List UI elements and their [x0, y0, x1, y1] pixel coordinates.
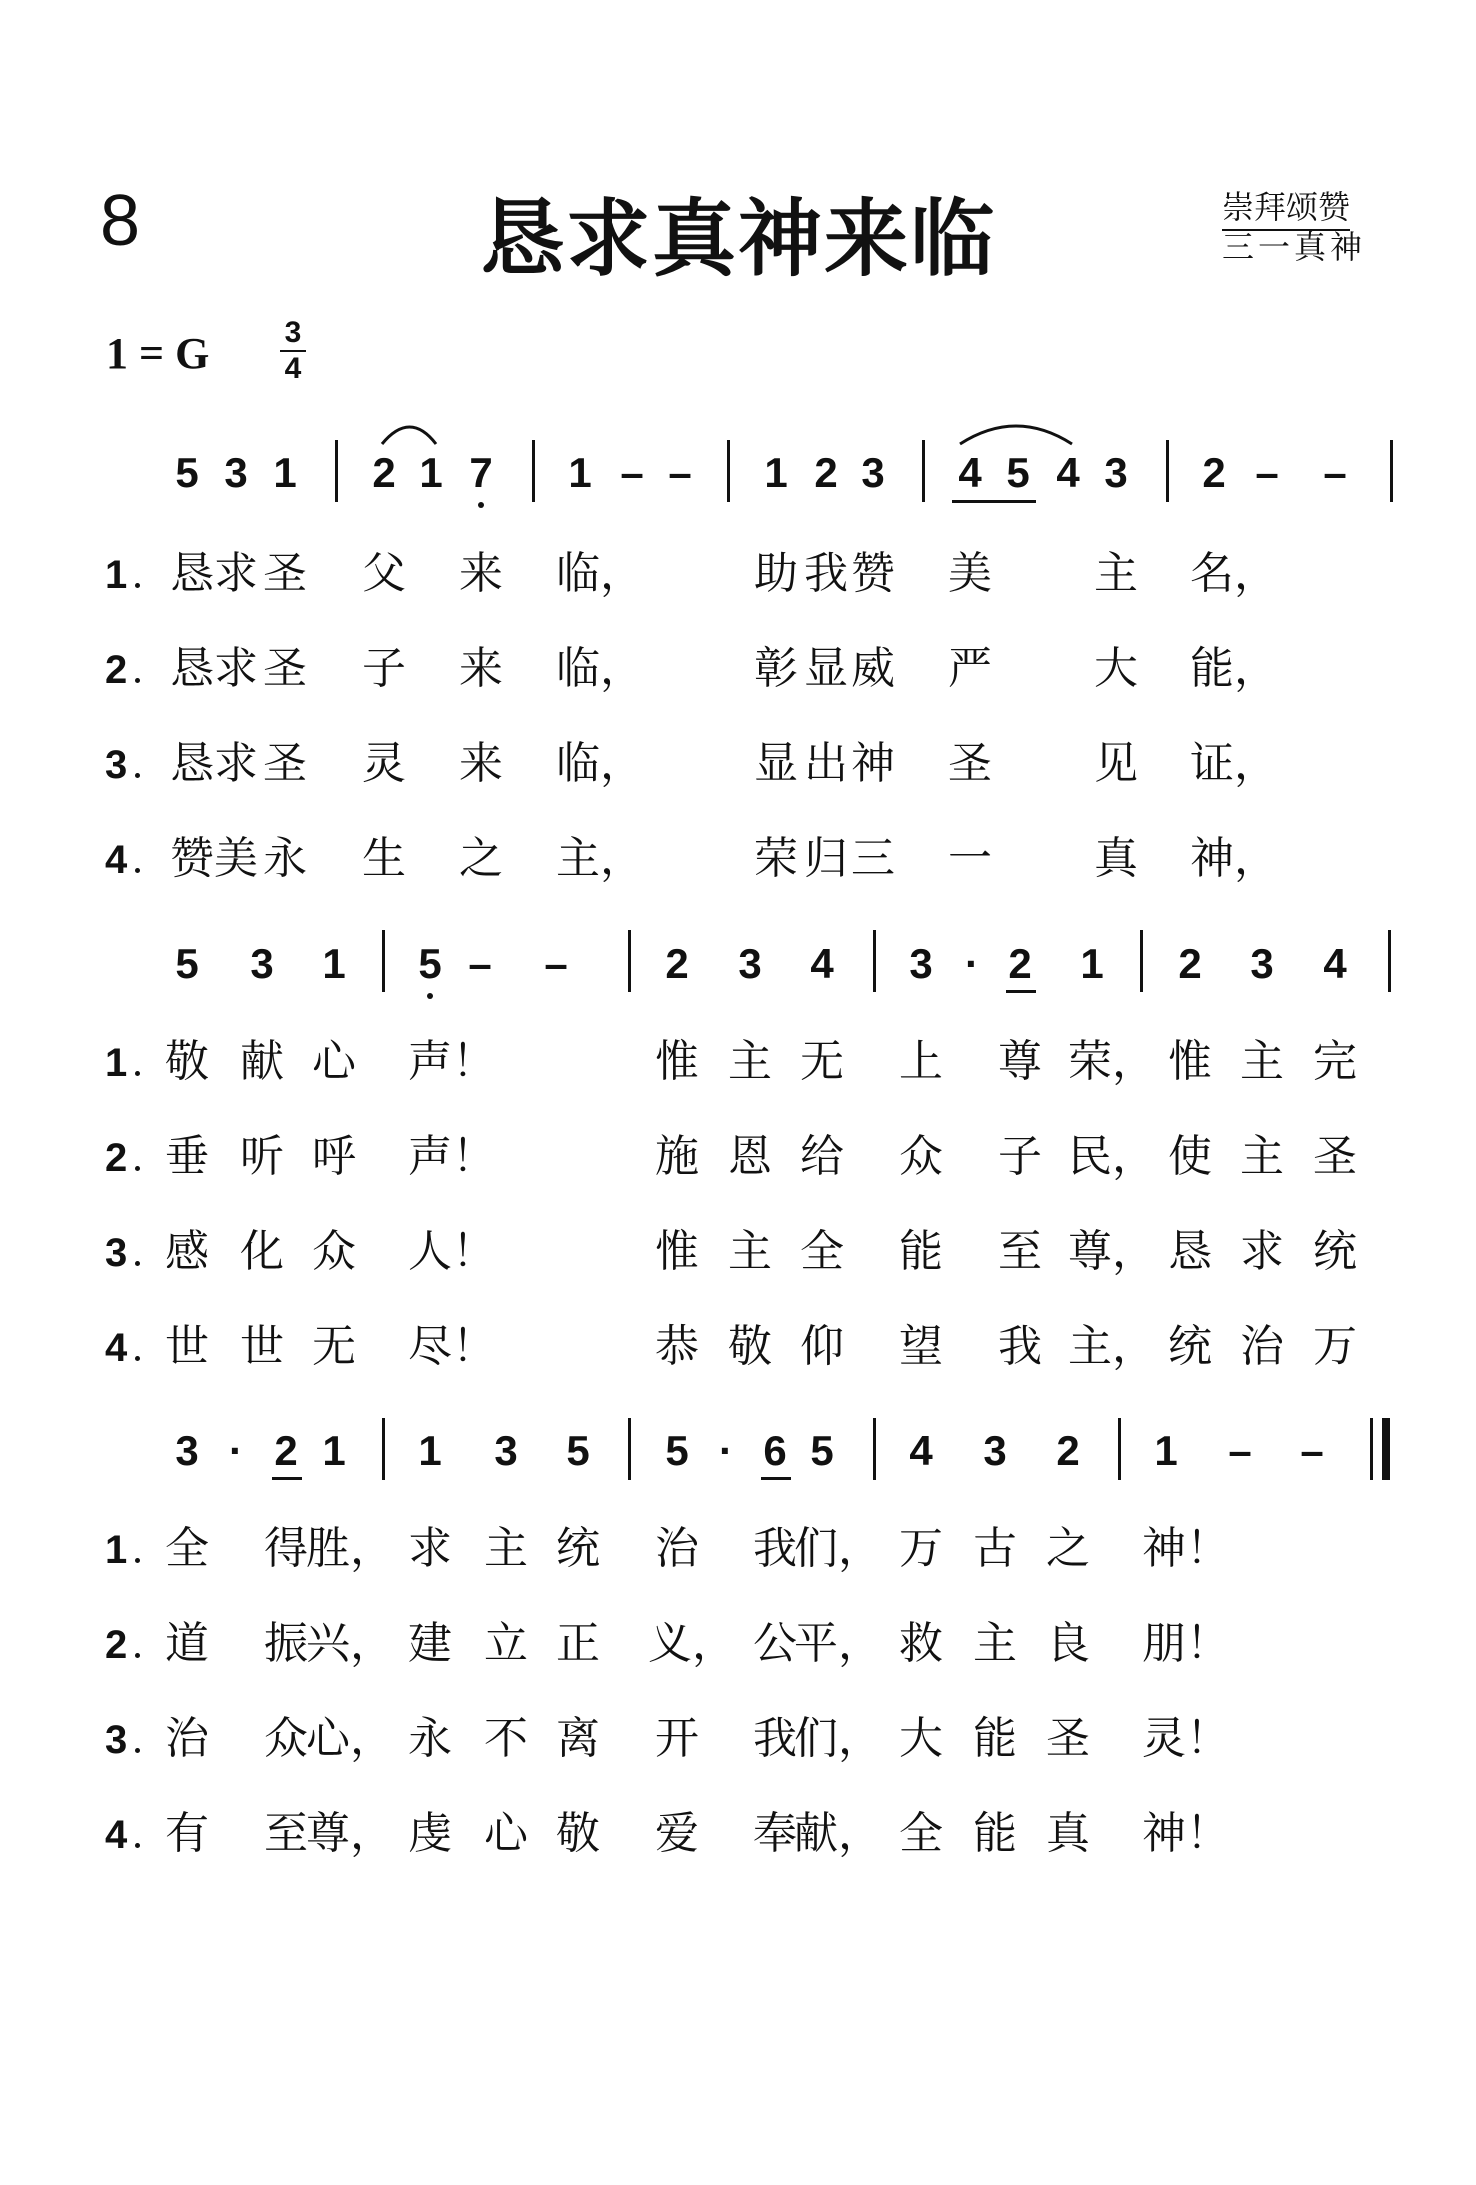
low-octave-dot	[478, 502, 484, 508]
lyric: 正	[556, 1618, 600, 1669]
verse-dot	[135, 1166, 140, 1171]
lyric: 义，	[648, 1618, 736, 1669]
lyric: 来	[459, 548, 503, 599]
lyric: 听	[240, 1131, 284, 1182]
verse-dot	[135, 1748, 140, 1753]
lyric: 主	[728, 1036, 772, 1087]
note: 2	[1178, 940, 1202, 987]
note: 5	[175, 449, 199, 496]
note: 7	[469, 449, 493, 496]
eighth-underline	[952, 500, 1036, 503]
lyric: 主	[1094, 548, 1138, 599]
lyric: 来	[459, 643, 503, 694]
lyric: 求	[214, 548, 258, 599]
lyric: 万	[899, 1523, 943, 1574]
lyric: 爱	[655, 1808, 699, 1859]
lyric: 子	[998, 1131, 1042, 1182]
low-octave-dot	[427, 993, 433, 999]
barline	[335, 440, 338, 502]
eighth-underline	[761, 1477, 791, 1480]
note: 5	[418, 940, 442, 987]
note: 3	[983, 1427, 1007, 1474]
lyric: 主	[484, 1523, 528, 1574]
note: 3	[738, 940, 762, 987]
lyric: 见	[1094, 738, 1138, 789]
lyric: 公	[753, 1618, 797, 1669]
barline	[727, 440, 730, 502]
note: 1	[322, 1427, 346, 1474]
lyric: 出	[804, 738, 848, 789]
verse-number: 1	[105, 1528, 128, 1572]
verse-dot	[135, 1653, 140, 1658]
lyric: 治	[655, 1523, 699, 1574]
barline	[922, 440, 925, 502]
lyric: 三	[851, 833, 895, 884]
eighth-underline	[1006, 990, 1036, 993]
lyric: 声！	[408, 1036, 496, 1087]
lyric: 严	[948, 643, 992, 694]
lyric: 主	[973, 1618, 1017, 1669]
key-signature: 1 = G	[106, 329, 210, 378]
barline	[1390, 440, 1393, 502]
note: –	[1323, 449, 1347, 496]
note: 2	[372, 449, 396, 496]
lyric: 求	[408, 1523, 452, 1574]
lyric: 能	[973, 1713, 1017, 1764]
note: 6	[763, 1427, 787, 1474]
note: –	[1228, 1427, 1252, 1474]
lyric: 求	[1240, 1226, 1284, 1277]
lyric: 古	[973, 1523, 1017, 1574]
note: 4	[1323, 940, 1347, 987]
note: 4	[909, 1427, 933, 1474]
lyric: 神！	[1142, 1808, 1230, 1859]
verse-dot	[135, 1261, 140, 1266]
verse-dot	[135, 1356, 140, 1361]
note: –	[668, 449, 692, 496]
lyric: 全	[165, 1523, 209, 1574]
lyric: 恳	[1168, 1226, 1212, 1277]
lyric: 们，	[794, 1523, 882, 1574]
verse-dot	[135, 1843, 140, 1848]
lyric: 圣	[1046, 1713, 1090, 1764]
hymn-subcategory: 三一真神	[1222, 228, 1367, 266]
barline	[532, 440, 535, 502]
lyric: 我	[998, 1321, 1042, 1372]
note: –	[1255, 449, 1279, 496]
lyric: 开	[655, 1713, 699, 1764]
note: 3	[494, 1427, 518, 1474]
lyric: 惟	[1168, 1036, 1212, 1087]
barline	[1140, 930, 1143, 992]
lyric: 美	[948, 548, 992, 599]
lyric: 神，	[1190, 833, 1278, 884]
verse-number: 1	[105, 1041, 128, 1085]
verse-number: 3	[105, 743, 128, 787]
lyric: 临，	[556, 548, 644, 599]
lyric: 无	[312, 1321, 356, 1372]
time-signature	[280, 318, 306, 384]
note: 1	[273, 449, 297, 496]
lyric: 敬	[165, 1036, 209, 1087]
lyric: 众	[312, 1226, 356, 1277]
lyric: 呼	[312, 1131, 356, 1182]
verse-number: 4	[105, 838, 128, 882]
barline	[1166, 440, 1169, 502]
verse-dot	[135, 678, 140, 683]
hymn-number: 8	[100, 181, 141, 261]
lyric: 垂	[165, 1131, 209, 1182]
note: 1	[418, 1427, 442, 1474]
lyric: 我	[753, 1523, 797, 1574]
lyric: 生	[362, 833, 406, 884]
verse-number: 4	[105, 1813, 128, 1857]
lyric: 神	[851, 738, 895, 789]
lyric: 临，	[556, 643, 644, 694]
lyric: 荣，	[1068, 1036, 1156, 1087]
verse-number: 2	[105, 1136, 128, 1180]
lyric: 之	[1046, 1523, 1090, 1574]
lyric: 立	[484, 1618, 528, 1669]
lyric: 我	[804, 548, 848, 599]
note: –	[620, 449, 644, 496]
note: 1	[1080, 940, 1104, 987]
lyric: 恩	[728, 1131, 772, 1182]
lyric: 世	[165, 1321, 209, 1372]
lyric: 归	[804, 833, 848, 884]
lyric: 显	[754, 738, 798, 789]
verse-dot	[135, 1071, 140, 1076]
lyric: 圣	[263, 643, 307, 694]
note: 2	[1008, 940, 1032, 987]
lyric: 永	[408, 1713, 452, 1764]
slur	[380, 416, 440, 446]
lyric: 兴，	[306, 1618, 394, 1669]
note: 1	[764, 449, 788, 496]
lyric: 一	[948, 833, 992, 884]
lyric: 奉	[753, 1808, 797, 1859]
lyric: 证，	[1190, 738, 1278, 789]
verse-dot	[135, 773, 140, 778]
lyric: 主	[728, 1226, 772, 1277]
note: 2	[1056, 1427, 1080, 1474]
lyric: 有	[165, 1808, 209, 1859]
note: 3	[250, 940, 274, 987]
lyric: 朋！	[1142, 1618, 1230, 1669]
lyric: 能	[973, 1808, 1017, 1859]
verse-number: 2	[105, 648, 128, 692]
lyric: 父	[362, 548, 406, 599]
lyric: 离	[556, 1713, 600, 1764]
note: 2	[814, 449, 838, 496]
verse-number: 1	[105, 553, 128, 597]
time-signature-bottom: 4	[284, 352, 302, 385]
lyric: 尊，	[306, 1808, 394, 1859]
lyric: 良	[1046, 1618, 1090, 1669]
note: 5	[175, 940, 199, 987]
lyric: 献	[240, 1036, 284, 1087]
lyric: 仰	[800, 1321, 844, 1372]
note: 3	[1250, 940, 1274, 987]
note: 5	[665, 1427, 689, 1474]
lyric: 尽！	[408, 1321, 496, 1372]
lyric: 无	[800, 1036, 844, 1087]
lyric: 治	[165, 1713, 209, 1764]
note: ·	[719, 1427, 733, 1474]
barline	[1118, 1418, 1121, 1480]
verse-number: 2	[105, 1623, 128, 1667]
lyric: 众	[899, 1131, 943, 1182]
lyric: 万	[1313, 1321, 1357, 1372]
lyric: 赞	[170, 833, 214, 884]
note: 3	[224, 449, 248, 496]
verse-number: 3	[105, 1231, 128, 1275]
lyric: 圣	[263, 548, 307, 599]
lyric: 真	[1094, 833, 1138, 884]
time-signature-top: 3	[284, 316, 302, 349]
note: 4	[1056, 449, 1080, 496]
note: 1	[568, 449, 592, 496]
lyric: 我	[753, 1713, 797, 1764]
barline	[1388, 930, 1391, 992]
lyric: 恳	[170, 738, 214, 789]
final-barline-thick	[1382, 1418, 1390, 1480]
lyric: 至	[998, 1226, 1042, 1277]
verse-number: 3	[105, 1718, 128, 1762]
barline	[382, 930, 385, 992]
note: 2	[274, 1427, 298, 1474]
eighth-underline	[272, 1477, 302, 1480]
lyric: 子	[362, 643, 406, 694]
lyric: 完	[1313, 1036, 1357, 1087]
lyric: 振	[264, 1618, 308, 1669]
lyric: 之	[459, 833, 503, 884]
lyric: 不	[484, 1713, 528, 1764]
lyric: 灵	[362, 738, 406, 789]
note: 2	[665, 940, 689, 987]
lyric: 大	[1094, 643, 1138, 694]
verse-dot	[135, 868, 140, 873]
lyric: 恭	[655, 1321, 699, 1372]
lyric: 世	[240, 1321, 284, 1372]
lyric: 真	[1046, 1808, 1090, 1859]
lyric: 虔	[408, 1808, 452, 1859]
lyric: 求	[214, 738, 258, 789]
lyric: 声！	[408, 1131, 496, 1182]
slur	[958, 416, 1078, 446]
hymn-title: 恳求真神来临	[479, 190, 996, 288]
note: –	[1300, 1427, 1324, 1474]
note: 4	[958, 449, 982, 496]
lyric: 心，	[306, 1713, 394, 1764]
lyric: 敬	[556, 1808, 600, 1859]
lyric: 心	[312, 1036, 356, 1087]
lyric: 荣	[754, 833, 798, 884]
lyric: 能，	[1190, 643, 1278, 694]
note: –	[544, 940, 568, 987]
note: 5	[810, 1427, 834, 1474]
lyric: 灵！	[1142, 1713, 1230, 1764]
lyric: 助	[754, 548, 798, 599]
verse-dot	[135, 1558, 140, 1563]
lyric: 主，	[1068, 1321, 1156, 1372]
note: 1	[322, 940, 346, 987]
lyric: 全	[899, 1808, 943, 1859]
lyric: 显	[804, 643, 848, 694]
note: 3	[175, 1427, 199, 1474]
lyric: 敬	[728, 1321, 772, 1372]
lyric: 尊	[998, 1036, 1042, 1087]
verse-number: 4	[105, 1326, 128, 1370]
lyric: 统	[1313, 1226, 1357, 1277]
lyric: 统	[1168, 1321, 1212, 1372]
note: 5	[566, 1427, 590, 1474]
lyric: 众	[264, 1713, 308, 1764]
note: 5	[1006, 449, 1030, 496]
lyric: 治	[1240, 1321, 1284, 1372]
lyric: 道	[165, 1618, 209, 1669]
lyric: 人！	[408, 1226, 496, 1277]
hymn-category: 崇拜颂赞	[1222, 182, 1350, 231]
note: 3	[861, 449, 885, 496]
barline	[382, 1418, 385, 1480]
lyric: 圣	[948, 738, 992, 789]
lyric: 上	[899, 1036, 943, 1087]
note: 4	[810, 940, 834, 987]
lyric: 彰	[754, 643, 798, 694]
lyric: 大	[899, 1713, 943, 1764]
lyric: 圣	[263, 738, 307, 789]
lyric: 临，	[556, 738, 644, 789]
lyric: 赞	[851, 548, 895, 599]
lyric: 恳	[170, 643, 214, 694]
lyric: 来	[459, 738, 503, 789]
lyric: 美	[214, 833, 258, 884]
lyric: 感	[165, 1226, 209, 1277]
lyric: 神！	[1142, 1523, 1230, 1574]
lyric: 全	[800, 1226, 844, 1277]
lyric: 施	[655, 1131, 699, 1182]
note: 2	[1202, 449, 1226, 496]
barline	[628, 1418, 631, 1480]
lyric: 主	[1240, 1036, 1284, 1087]
lyric: 恳	[170, 548, 214, 599]
lyric: 惟	[655, 1036, 699, 1087]
lyric: 救	[899, 1618, 943, 1669]
verse-dot	[135, 583, 140, 588]
lyric: 使	[1168, 1131, 1212, 1182]
lyric: 永	[263, 833, 307, 884]
lyric: 化	[240, 1226, 284, 1277]
lyric: 望	[899, 1321, 943, 1372]
lyric: 统	[556, 1523, 600, 1574]
barline	[628, 930, 631, 992]
lyric: 民，	[1068, 1131, 1156, 1182]
note: ·	[965, 940, 979, 987]
lyric: 给	[800, 1131, 844, 1182]
final-barline-thin	[1370, 1418, 1373, 1480]
lyric: 得	[264, 1523, 308, 1574]
lyric: 主，	[556, 833, 644, 884]
lyric: 求	[214, 643, 258, 694]
lyric: 圣	[1313, 1131, 1357, 1182]
lyric: 献，	[794, 1808, 882, 1859]
lyric: 名，	[1190, 548, 1278, 599]
lyric: 心	[484, 1808, 528, 1859]
lyric: 平，	[794, 1618, 882, 1669]
lyric: 主	[1240, 1131, 1284, 1182]
note: 1	[1154, 1427, 1178, 1474]
lyric: 建	[408, 1618, 452, 1669]
barline	[873, 930, 876, 992]
lyric: 能	[899, 1226, 943, 1277]
lyric: 至	[264, 1808, 308, 1859]
lyric: 尊，	[1068, 1226, 1156, 1277]
note: 3	[909, 940, 933, 987]
note: 1	[419, 449, 443, 496]
lyric: 们，	[794, 1713, 882, 1764]
lyric: 胜，	[306, 1523, 394, 1574]
note: –	[468, 940, 492, 987]
note: 3	[1104, 449, 1128, 496]
lyric: 威	[851, 643, 895, 694]
lyric: 惟	[655, 1226, 699, 1277]
barline	[873, 1418, 876, 1480]
note: ·	[229, 1427, 243, 1474]
